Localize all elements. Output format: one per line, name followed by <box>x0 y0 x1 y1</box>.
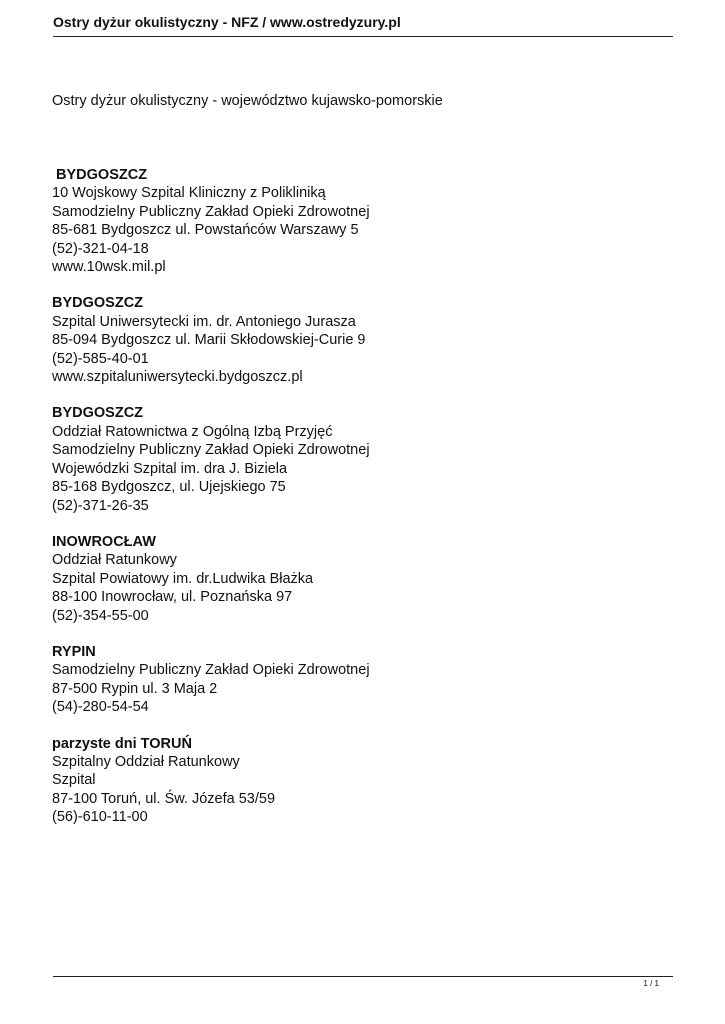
page-number: 1 / 1 <box>643 979 659 988</box>
document-header-title: Ostry dyżur okulistyczny - NFZ / www.ostredyzury.pl <box>53 14 401 30</box>
hospital-entry <box>52 294 652 386</box>
city-heading: BYDGOSZCZ <box>52 295 144 312</box>
hospital-entry <box>52 404 652 514</box>
hospital-entry <box>52 643 652 717</box>
hospital-detail: Szpital Powiatowy im. dr.Ludwika Błażka <box>52 570 314 587</box>
document-subtitle: Ostry dyżur okulistyczny - województwo kujawsko-pomorskie <box>52 93 443 109</box>
hospital-address: 87-500 Rypin ul. 3 Maja 2 <box>52 680 218 697</box>
hospital-website: www.szpitaluniwersytecki.bydgoszcz.pl <box>52 369 303 386</box>
hospital-phone: (52)-354-55-00 <box>52 607 149 624</box>
city-heading: BYDGOSZCZ <box>52 405 144 422</box>
hospital-address: 87-100 Toruń, ul. Św. Józefa 53/59 <box>52 790 276 807</box>
city-heading: parzyste dni TORUŃ <box>52 735 192 752</box>
hospital-detail: Wojewódzki Szpital im. dra J. Biziela <box>52 460 288 477</box>
hospital-name: 10 Wojskowy Szpital Kliniczny z Polikliniką <box>52 185 326 202</box>
hospital-name: Oddział Ratunkowy <box>52 552 177 569</box>
city-heading: BYDGOSZCZ <box>52 167 148 183</box>
hospital-name: Szpitalny Oddział Ratunkowy <box>52 753 240 770</box>
hospital-phone: (52)-321-04-18 <box>52 240 149 257</box>
city-heading: INOWROCŁAW <box>52 533 156 550</box>
hospital-detail: Samodzielny Publiczny Zakład Opieki Zdrowotnej <box>52 203 370 220</box>
city-heading: RYPIN <box>52 643 96 660</box>
footer-divider <box>53 976 673 977</box>
hospital-name: Samodzielny Publiczny Zakład Opieki Zdrowotnej <box>52 662 370 679</box>
hospital-phone: (56)-610-11-00 <box>52 809 148 826</box>
hospital-list <box>52 166 652 845</box>
hospital-address: 85-094 Bydgoszcz ul. Marii Skłodowskiej-Curie 9 <box>52 332 366 349</box>
hospital-name: Oddział Ratownictwa z Ogólną Izbą Przyjęć <box>52 423 333 440</box>
hospital-entry <box>52 735 652 827</box>
header-divider <box>53 36 673 37</box>
hospital-phone: (54)-280-54-54 <box>52 699 149 716</box>
hospital-detail: Szpital <box>52 772 96 789</box>
hospital-website: www.10wsk.mil.pl <box>52 259 166 276</box>
hospital-address: 85-168 Bydgoszcz, ul. Ujejskiego 75 <box>52 479 286 496</box>
hospital-detail: Samodzielny Publiczny Zakład Opieki Zdrowotnej <box>52 442 370 459</box>
hospital-entry <box>52 166 652 276</box>
hospital-phone: (52)-371-26-35 <box>52 497 149 514</box>
hospital-phone: (52)-585-40-01 <box>52 350 149 367</box>
hospital-entry <box>52 533 652 625</box>
hospital-address: 85-681 Bydgoszcz ul. Powstańców Warszawy 5 <box>52 222 359 239</box>
hospital-address: 88-100 Inowrocław, ul. Poznańska 97 <box>52 589 293 606</box>
hospital-name: Szpital Uniwersytecki im. dr. Antoniego Jurasza <box>52 313 356 330</box>
